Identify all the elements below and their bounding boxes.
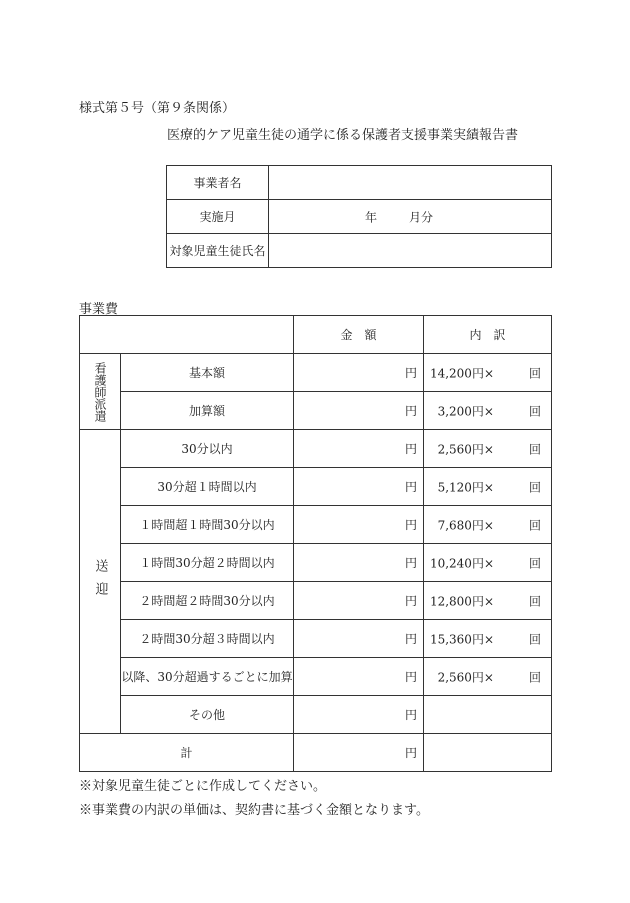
total-label: 計 xyxy=(80,734,294,772)
table-row xyxy=(80,582,552,620)
breakdown-cell[interactable] xyxy=(424,430,552,468)
breakdown-cell[interactable] xyxy=(424,582,552,620)
unit-price: 7,680円× xyxy=(437,518,494,532)
times-unit: 回 xyxy=(528,670,541,684)
amount-cell[interactable]: 円 xyxy=(294,392,424,430)
amount-cell[interactable]: 円 xyxy=(294,582,424,620)
table-row xyxy=(80,696,552,734)
table-row xyxy=(80,392,552,430)
cost-section-label: 事業費 xyxy=(79,302,119,317)
unit-price: 14,200円× xyxy=(429,366,494,380)
table-row xyxy=(80,506,552,544)
breakdown-cell[interactable] xyxy=(424,696,552,734)
unit-price: 15,360円× xyxy=(429,632,494,646)
amount-cell[interactable]: 円 xyxy=(294,468,424,506)
unit-price: 12,800円× xyxy=(429,594,494,608)
unit-price: 10,240円× xyxy=(429,556,494,570)
year-unit: 年 xyxy=(365,210,378,224)
row-label: 30分超１時間以内 xyxy=(121,468,294,506)
cost-header-row xyxy=(80,316,552,354)
times-unit: 回 xyxy=(528,404,541,418)
month-unit: 月分 xyxy=(409,210,434,224)
total-amount-cell[interactable]: 円 xyxy=(294,734,424,772)
row-label: 加算額 xyxy=(121,392,294,430)
nurse-group-label: 看護師派遣 xyxy=(80,354,121,430)
note-unit-price: ※事業費の内訳の単価は、契約書に基づく金額となります。 xyxy=(79,803,429,818)
breakdown-cell[interactable] xyxy=(424,392,552,430)
student-row xyxy=(167,234,552,268)
table-row xyxy=(80,430,552,468)
document-title: 医療的ケア児童生徒の通学に係る保護者支援事業実績報告書 xyxy=(167,128,519,143)
unit-price: 2,560円× xyxy=(437,442,494,456)
operator-label: 事業者名 xyxy=(167,166,269,200)
breakdown-cell[interactable] xyxy=(424,620,552,658)
total-row xyxy=(80,734,552,772)
table-row xyxy=(80,620,552,658)
amount-header: 金 額 xyxy=(294,316,424,354)
breakdown-cell[interactable] xyxy=(424,354,552,392)
total-breakdown-cell xyxy=(424,734,552,772)
amount-cell[interactable]: 円 xyxy=(294,658,424,696)
breakdown-cell[interactable] xyxy=(424,658,552,696)
table-row xyxy=(80,658,552,696)
times-unit: 回 xyxy=(528,556,541,570)
month-row xyxy=(167,200,552,234)
row-label: 30分以内 xyxy=(121,430,294,468)
operator-row xyxy=(167,166,552,200)
header-blank xyxy=(80,316,294,354)
times-unit: 回 xyxy=(528,594,541,608)
times-unit: 回 xyxy=(528,480,541,494)
unit-price: 5,120円× xyxy=(437,480,494,494)
breakdown-cell[interactable] xyxy=(424,506,552,544)
table-row xyxy=(80,468,552,506)
student-field[interactable] xyxy=(269,234,552,268)
row-label: １時間超１時間30分以内 xyxy=(121,506,294,544)
row-label: １時間30分超２時間以内 xyxy=(121,544,294,582)
operator-field[interactable] xyxy=(269,166,552,200)
times-unit: 回 xyxy=(528,366,541,380)
month-field[interactable] xyxy=(269,200,552,234)
breakdown-cell[interactable] xyxy=(424,544,552,582)
times-unit: 回 xyxy=(528,632,541,646)
table-row xyxy=(80,354,552,392)
student-label: 対象児童生徒氏名 xyxy=(167,234,269,268)
transport-group-label: 送迎 xyxy=(80,430,121,734)
amount-cell[interactable]: 円 xyxy=(294,620,424,658)
amount-cell[interactable]: 円 xyxy=(294,544,424,582)
form-id: 様式第５号（第９条関係） xyxy=(79,101,236,116)
breakdown-header: 内 訳 xyxy=(424,316,552,354)
times-unit: 回 xyxy=(528,442,541,456)
unit-price: 2,560円× xyxy=(437,670,494,684)
amount-cell[interactable]: 円 xyxy=(294,506,424,544)
month-label: 実施月 xyxy=(167,200,269,234)
cost-table xyxy=(79,315,552,772)
row-label: 基本額 xyxy=(121,354,294,392)
note-per-student: ※対象児童生徒ごとに作成してください。 xyxy=(79,779,327,794)
amount-cell[interactable]: 円 xyxy=(294,696,424,734)
row-label: ２時間30分超３時間以内 xyxy=(121,620,294,658)
amount-cell[interactable]: 円 xyxy=(294,430,424,468)
row-label: ２時間超２時間30分以内 xyxy=(121,582,294,620)
breakdown-cell[interactable] xyxy=(424,468,552,506)
amount-cell[interactable]: 円 xyxy=(294,354,424,392)
table-row xyxy=(80,544,552,582)
times-unit: 回 xyxy=(528,518,541,532)
unit-price: 3,200円× xyxy=(437,404,494,418)
other-label: その他 xyxy=(121,696,294,734)
info-table xyxy=(166,165,552,268)
row-label: 以降、30分超過するごとに加算 xyxy=(121,658,294,696)
